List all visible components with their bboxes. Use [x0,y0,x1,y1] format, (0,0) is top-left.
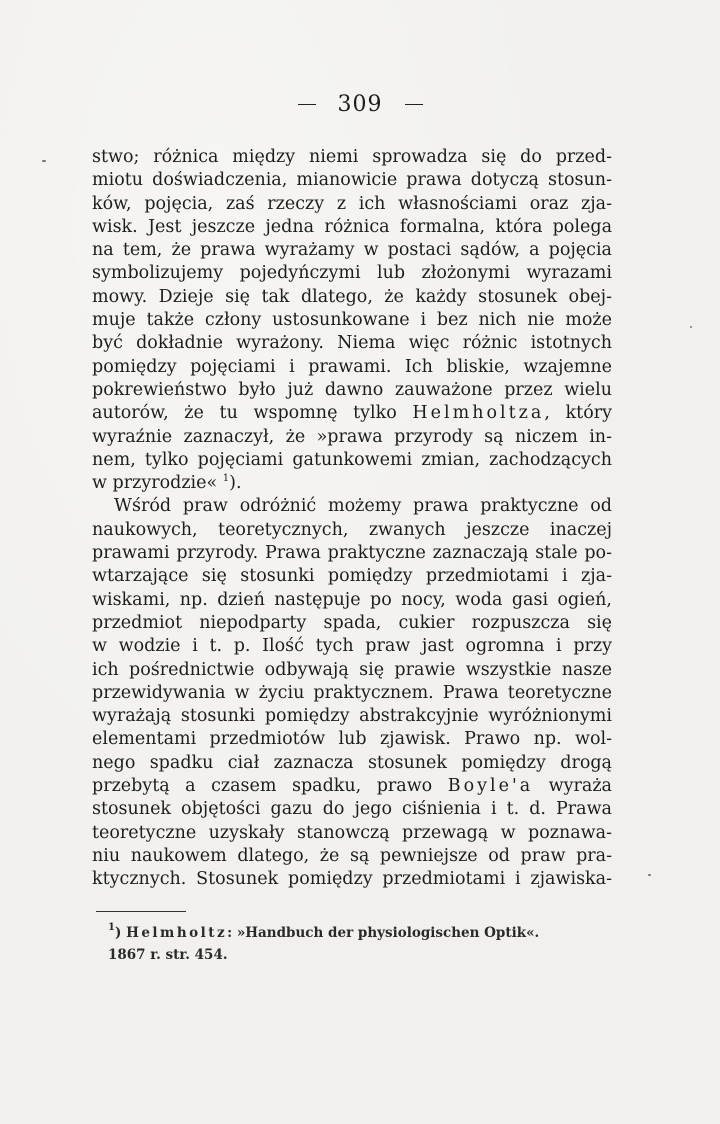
page-number: 309 [337,92,383,117]
text-line-boyle [92,775,612,798]
text-line: wisk. Jest jeszcze jedna różnica formalna, która polega [92,216,612,237]
text-line: stwo; różnica między niemi sprowadza się do przed- [92,147,612,167]
text-line: wyrażają stosunki pomiędzy abstrakcyjnie wyróżnionymi [92,706,612,727]
text-line-helmholtz [92,402,612,425]
page-header [0,92,720,117]
text-line: nem, tylko pojęciami gatunkowemi zmian, zachodzących [92,449,612,470]
spaced-name-boyle: Boyle'a [447,776,534,797]
text-line-footnote-ref [92,472,612,495]
footnote-divider [96,911,186,912]
text-line: symbolizujemy pojedyńczymi lub złożonymi wyrazami [92,263,612,284]
text-line: elementami przedmiotów lub zjawisk. Prawo np. wol- [92,729,612,750]
footnote-author: Helmholtz [126,925,228,941]
text-line: w wodzie i t. p. Ilość tych praw jast ogromna i przy [92,636,612,657]
text-line: wyraźnie zaznaczył, że »prawa przyrody są niczem in- [92,426,612,447]
text-line: przedmiot niepodparty spada, cukier rozpuszcza się [92,612,612,633]
text-line: mowy. Dzieje się tak dlatego, że każdy stosunek obej- [92,286,612,307]
text-line: stosunek objętości gazu do jego ciśnienia i t. d. Prawa [92,799,612,820]
body-text [92,146,612,892]
text-line: ktycznych. Stosunek pomiędzy przedmiotami i zjawiska- [92,869,612,890]
text-line: wiskami, np. dzień następuje po nocy, woda gasi ogień, [92,589,612,610]
scan-speck [690,326,692,328]
text-fragment: ). [229,473,242,494]
scan-speck [648,874,651,876]
text-line: pomiędzy pojęciami i prawami. Ich bliskie, wzajemne [92,356,612,377]
text-line: nego spadku ciał zaznacza stosunek pomiędzy drogą [92,752,612,773]
text-line: na tem, że prawa wyrażamy w postaci sądów, a pojęcia [92,240,612,261]
text-line: przewidywania w życiu praktycznem. Prawa teoretyczne [92,682,612,703]
footnote [108,922,613,966]
spaced-name-helmholtz: Helmholtza [412,403,545,424]
text-fragment: , który [544,403,612,424]
footnote-mark: 1 [108,922,115,933]
text-line: teoretyczne uzyskały stanowczą przewagą w poznawa- [92,822,612,843]
footnote-ref: 1867 r. str. 454. [108,947,228,963]
text-fragment: przebytą a czasem spadku, prawo [92,776,448,797]
scan-speck [42,160,46,162]
text-fragment: autorów, że tu wspomnę tylko [92,403,413,424]
text-line: pokrewieństwo było już dawno zauważone przez wielu [92,379,612,400]
text-line: miotu doświadczenia, mianowicie prawa dotyczą stosun- [92,170,612,191]
text-line: ich pośrednictwie odbywają się prawie wszystkie nasze [92,659,612,680]
footnote-title: : »Handbuch der physiologischen Optik«. [227,925,540,941]
text-fragment: w przyrodzie« [92,473,223,494]
text-line: być dokładnie wyrażony. Niema więc różnic istotnych [92,333,612,354]
footnote-mark-close: ) [114,925,122,941]
text-line: prawami przyrody. Prawa praktyczne zaznaczają stale po- [92,543,612,564]
text-fragment: wyraża [533,776,612,797]
text-line: Wśród praw odróżnić możemy prawa praktyczne od [114,496,612,517]
text-line: niu naukowem dlatego, że są pewniejsze od praw pra- [92,845,612,866]
text-line: wtarzające się stosunki pomiędzy przedmiotami i zja- [92,566,612,587]
footnote-line-1 [108,922,613,944]
text-line: muje także człony ustosunkowane i bez nich nie może [92,310,612,331]
text-line: naukowych, teoretycznych, zwanych jeszcze inaczej [92,519,612,540]
header-dash-right [405,104,423,105]
header-dash-left [298,104,316,105]
footnote-ref-mark: 1 [222,473,230,485]
text-line: ków, pojęcia, zaś rzeczy z ich własnościami oraz zja- [92,193,612,214]
